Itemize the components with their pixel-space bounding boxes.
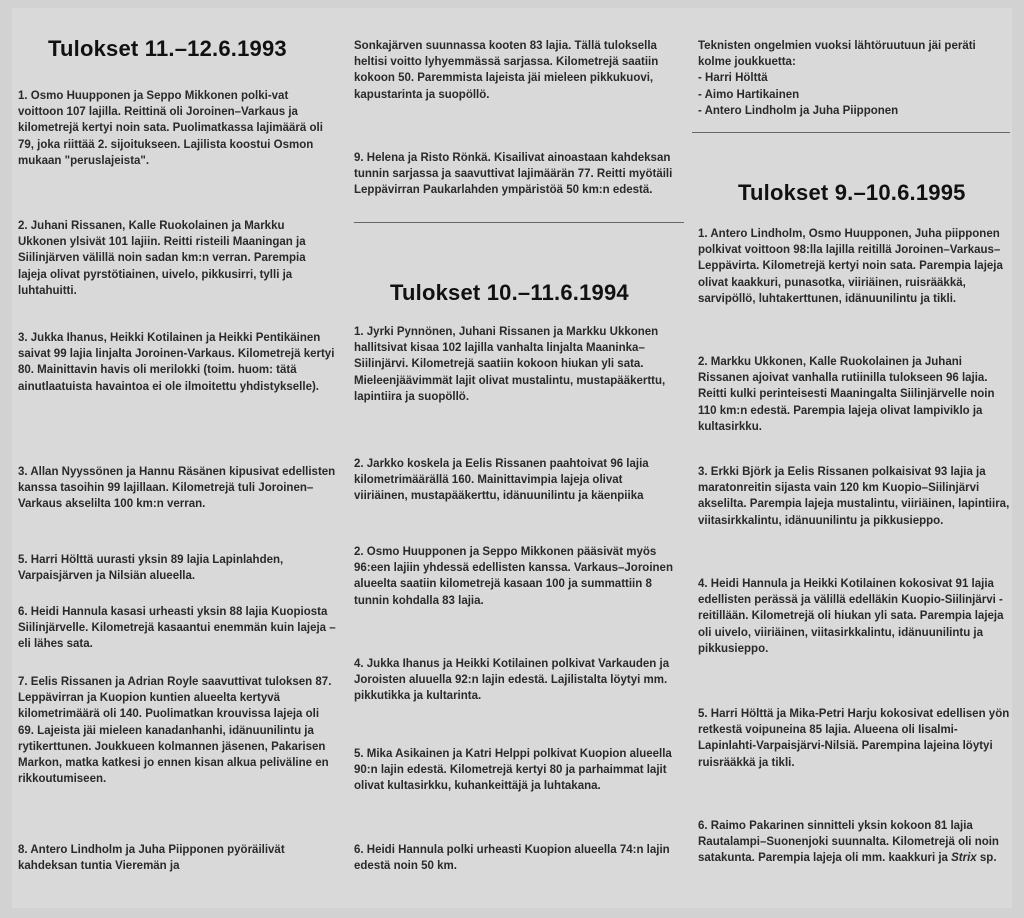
section-divider: [692, 132, 1010, 133]
result-entry: 2. Osmo Huupponen ja Seppo Mikkonen pääsivät myös 96:een lajiin yhdessä edellisten kanssa. Varkaus–Joroinen alueelta saatiin kilometrejä kasaan 100 ja summattiin 8 tunnin kohdalla 83 lajia.: [354, 546, 673, 607]
dns-team-list: [698, 70, 1010, 119]
result-entry: 5. Mika Asikainen ja Katri Helppi polkivat Kuopion alueella 90:n lajin edestä. Kilometrejä kertyi 80 ja parhaimmat lajit olivat kultasirkku, kuhankeittäjä ja luhtakana.: [354, 748, 672, 793]
result-entry: 1. Jyrki Pynnönen, Juhani Rissanen ja Markku Ukkonen hallitsivat kisaa 102 lajilla vanhalta linjalta Maaninka–Siilinjärvi. Kilometrejä saatiin kokoon hiukan yli sata. Mieleenjäävimmät lajit olivat mustalintu, mustapääkerttu, lapintiira ja suopöllö.: [354, 326, 666, 403]
result-entry: 1. Antero Lindholm, Osmo Huupponen, Juha piipponen polkivat voittoon 98:lla lajilla reitillä Joroinen–Varkaus–Leppävirta. Kilometrejä kertyi noin sata. Parempia lajeja olivat kaakkuri, punasotka, viiriäinen, ruisrääkkä, sarvipöllö, luhtakerttunen, idänuunilintu ja tikli.: [698, 228, 1003, 305]
result-entry: 8. Antero Lindholm ja Juha Piipponen pyöräilivät kahdeksan tuntia Vieremän ja: [18, 844, 285, 873]
result-entry: 4. Jukka Ihanus ja Heikki Kotilainen polkivat Varkauden ja Joroisten aluuella 92:n lajin edestä. Lajilistalta löytyi mm. pikkutikka ja kultarinta.: [354, 658, 670, 703]
column-1995: [698, 8, 1010, 908]
result-entry: 5. Harri Hölttä ja Mika-Petri Harju kokosivat edellisen yön retkestä voipuneina 85 lajia. Alueena oli Iisalmi-Lapinlahti-Varpaisjärvi-Nilsiä. Parempina lajeina löytyi ruisrääkkä ja tikli.: [698, 708, 1010, 769]
result-entry: 2. Juhani Rissanen, Kalle Ruokolainen ja Markku Ukkonen ylsivät 101 lajiin. Reitti risteili Maaningan ja Siilinjärven välillä noin sadan km:n verran. Parempia lajeja olivat pyrstötiainen, uivelo, pikkusirri, tylli ja luhtahuitti.: [18, 220, 306, 297]
species-italic: Strix: [951, 852, 977, 865]
result-entry: 9. Helena ja Risto Rönkä. Kisailivat ainoastaan kahdeksan tunnin sarjassa ja saavuttivat lajimäärän 77. Reitti myötäili Leppävirran Paukarlahden ympäristöä 50 km:n edestä.: [354, 152, 673, 197]
result-entry: 3. Allan Nyyssönen ja Hannu Räsänen kipusivat edellisten kanssa tasoihin 99 lajillaan. Kilometrejä tuli Joroinen–Varkaus akselilta 100 km:n verran.: [18, 466, 336, 511]
result-entry: 5. Harri Hölttä uurasti yksin 89 lajia Lapinlahden, Varpaisjärven ja Nilsiän alueella.: [18, 554, 284, 583]
section-divider: [354, 222, 684, 223]
newspaper-page: [12, 8, 1012, 908]
result-entry: 7. Eelis Rissanen ja Adrian Royle saavuttivat tuloksen 87. Leppävirran ja Kuopion kuntien alueelta kertyvä kilometrimäärä oli 140. Puolimatkan krouvissa lajeja oli 69. Lajeista jäi mieleen kanadanhanhi, idänuunilintu ja rytikerttunen. Joukkueen kolmannen jäsenen, Pakarisen Markon, matka katkesi jo ennen kisan alkua peliväline en rikkoutumiseen.: [18, 676, 332, 786]
technical-note: [698, 38, 1010, 119]
dns-team-item: - Antero Lindholm ja Juha Piipponen: [698, 104, 899, 117]
dns-team-item: - Aimo Hartikainen: [698, 88, 800, 101]
column-1993: [18, 8, 336, 908]
heading-1993: Tulokset 11.–12.6.1993: [48, 36, 287, 61]
result-entry: 1. Osmo Huupponen ja Seppo Mikkonen polki-vat voittoon 107 lajilla. Reittinä oli Joroinen–Varkaus ja kilometrejä kertyi noin sata. Puolimatkassa lajimäärä oli 79, joka riittää 2. sijoitukseen. Lajilista koostui Osmon mukaan "peruslajeista".: [18, 90, 323, 167]
last-entry-text: 6. Raimo Pakarinen sinnitteli yksin kokoon 81 lajia Rautalampi–Suonenjoki suunnalta. Kilometrejä oli noin satakunta. Parempia lajeja oli mm. kaakkuri ja: [698, 820, 999, 865]
result-entry: 2. Markku Ukkonen, Kalle Ruokolainen ja Juhani Rissanen ajoivat vanhalla rutiinilla tulokseen 96 lajia. Reitti kulki perinteisesti Maaningalta Siilinjärvelle noin 110 km:n edestä. Parempia lajeja olivat lampiviklo ja kultasirkku.: [698, 356, 995, 433]
heading-1995: Tulokset 9.–10.6.1995: [738, 180, 966, 205]
result-entry: 4. Heidi Hannula ja Heikki Kotilainen kokosivat 91 lajia edellisten perässä ja välillä edelläkin Kuopio-Siilinjärvi -reitillään. Kilometrejä oli hiukan yli sata. Parempia lajeja oli uivelo, viiriäinen, viitasirkkalintu, idänuunilintu ja pikkusieppo.: [698, 578, 1004, 655]
result-entry: 3. Erkki Björk ja Eelis Rissanen polkaisivat 93 lajia ja maratonreitin sijasta vain 120 km Kuopio–Siilinjärvi akselilta. Parempia lajeja mustalintu, viiriäinen, lapintiira, viitasirkkalintu, idänuunilintu ja pikkusieppo.: [698, 466, 1010, 527]
result-entry: 6. Heidi Hannula kasasi urheasti yksin 88 lajia Kuopiosta Siilinjärvelle. Kilometrejä kasaantui enemmän kuin lajeja – eli lähes sata.: [18, 606, 336, 651]
result-entry: 6. Heidi Hannula polki urheasti Kuopion alueella 74:n lajin edestä noin 50 km.: [354, 844, 670, 873]
note-intro: Teknisten ongelmien vuoksi lähtöruutuun jäi peräti kolme joukkuetta:: [698, 40, 976, 69]
species-suffix: sp.: [976, 852, 997, 865]
continued-entry: Sonkajärven suunnassa kooten 83 lajia. Tällä tuloksella heltisi voitto lyhyemmässä sarjassa. Kilometrejä saatiin kokoon 50. Paremmista lajeista jäi mieleen pikkukuovi, kapustarinta ja suopöllö.: [354, 40, 659, 101]
dns-team-item: - Harri Hölttä: [698, 72, 768, 85]
result-entry-last: [698, 818, 1010, 867]
heading-1994: Tulokset 10.–11.6.1994: [390, 280, 629, 305]
column-1994: [354, 8, 676, 908]
result-entry: 3. Jukka Ihanus, Heikki Kotilainen ja Heikki Pentikäinen saivat 99 lajia linjalta Joroinen-Varkaus. Kilometrejä kertyi 80. Mainittavin havis oli merilokki (toim. huom: tätä ainutlaatuista havaintoa ei ole ilmoitettu yhdistykselle).: [18, 332, 335, 393]
result-entry: 2. Jarkko koskela ja Eelis Rissanen paahtoivat 96 lajia kilometrimäärällä 160. Mainittavimpia lajeja olivat viiriäinen, mustapääkerttu, idänuunilintu ja käenpiika: [354, 458, 649, 503]
